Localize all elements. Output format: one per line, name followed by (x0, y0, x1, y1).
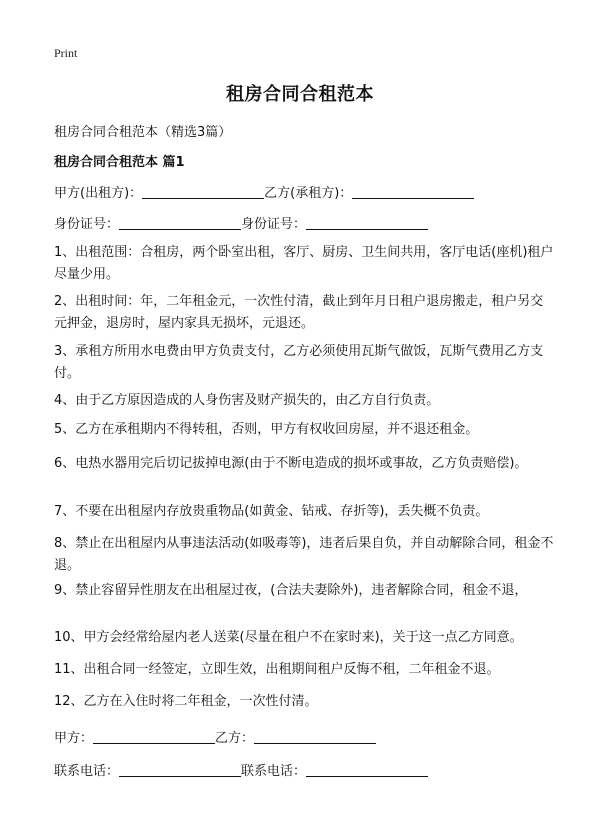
print-label[interactable]: Print (54, 46, 78, 60)
clause-item: 9、禁止容留异性朋友在出租屋过夜，(合法夫妻除外)，违者解除合同，租金不退， (54, 583, 528, 598)
document-subtitle: 租房合同合租范本（精选3篇） (54, 125, 232, 140)
id-a-blank (119, 216, 241, 230)
party-b-label: 乙方(承租方)： (264, 186, 353, 201)
clause-item: 10、甲方会经常给屋内老人送菜(尽量在租户不在家时来)，关于这一点乙方同意。 (54, 630, 523, 645)
id-line (54, 213, 428, 232)
clause-item: 7、不要在出租屋内存放贵重物品(如黄金、钻戒、存折等)，丢失概不负责。 (54, 504, 489, 519)
party-a-label: 甲方(出租方)： (54, 186, 143, 201)
sign-b-blank (254, 730, 376, 744)
clause-item: 11、出租合同一经签定，立即生效，出租期间租户反悔不租，二年租金不退。 (54, 662, 500, 677)
clause-item: 3、承租方所用水电费由甲方负责支付，乙方必须使用瓦斯气做饭，瓦斯气费用乙方支付。 (54, 344, 544, 381)
id-b-label: 身份证号： (241, 217, 307, 232)
party-line (54, 182, 474, 201)
id-a-label: 身份证号： (54, 217, 120, 232)
clause-item: 4、由于乙方原因造成的人身伤害及财产损失的，由乙方自行负责。 (54, 393, 440, 408)
clause-item: 1、出租范围：合租房，两个卧室出租，客厅、厨房、卫生间共用，客厅电话(座机)租户尽量少用。 (54, 245, 554, 282)
party-b-blank (352, 185, 474, 199)
clause-item: 2、出租时间：年，二年租金元，一次性付清，截止到年月日租户退房搬走，租户另交元押金，退房时，屋内家具无损坏，元退还。 (54, 294, 544, 331)
document-title: 租房合同合租范本 (226, 84, 374, 105)
sign-a-label: 甲方： (54, 731, 94, 746)
sign-a-blank (93, 730, 215, 744)
phone-b-blank (306, 763, 428, 777)
phone-a-blank (119, 763, 241, 777)
sign-b-label: 乙方： (215, 731, 255, 746)
signature-line (54, 727, 376, 746)
party-a-blank (142, 185, 264, 199)
phone-a-label: 联系电话： (54, 764, 120, 779)
clause-item: 8、禁止在出租屋内从事违法活动(如吸毒等)，违者后果自负，并自动解除合同，租金不退。 (54, 536, 554, 573)
clause-item: 12、乙方在入住时将二年租金，一次性付清。 (54, 694, 318, 709)
clause-item: 5、乙方在承租期内不得转租，否则，甲方有权收回房屋，并不退还租金。 (54, 422, 479, 437)
section-heading: 租房合同合租范本 篇1 (54, 155, 185, 170)
clause-item: 6、电热水器用完后切记拔掉电源(由于不断电造成的损坏或事故，乙方负责赔偿)。 (54, 456, 528, 471)
phone-b-label: 联系电话： (241, 764, 307, 779)
id-b-blank (306, 216, 428, 230)
phone-line (54, 760, 428, 779)
